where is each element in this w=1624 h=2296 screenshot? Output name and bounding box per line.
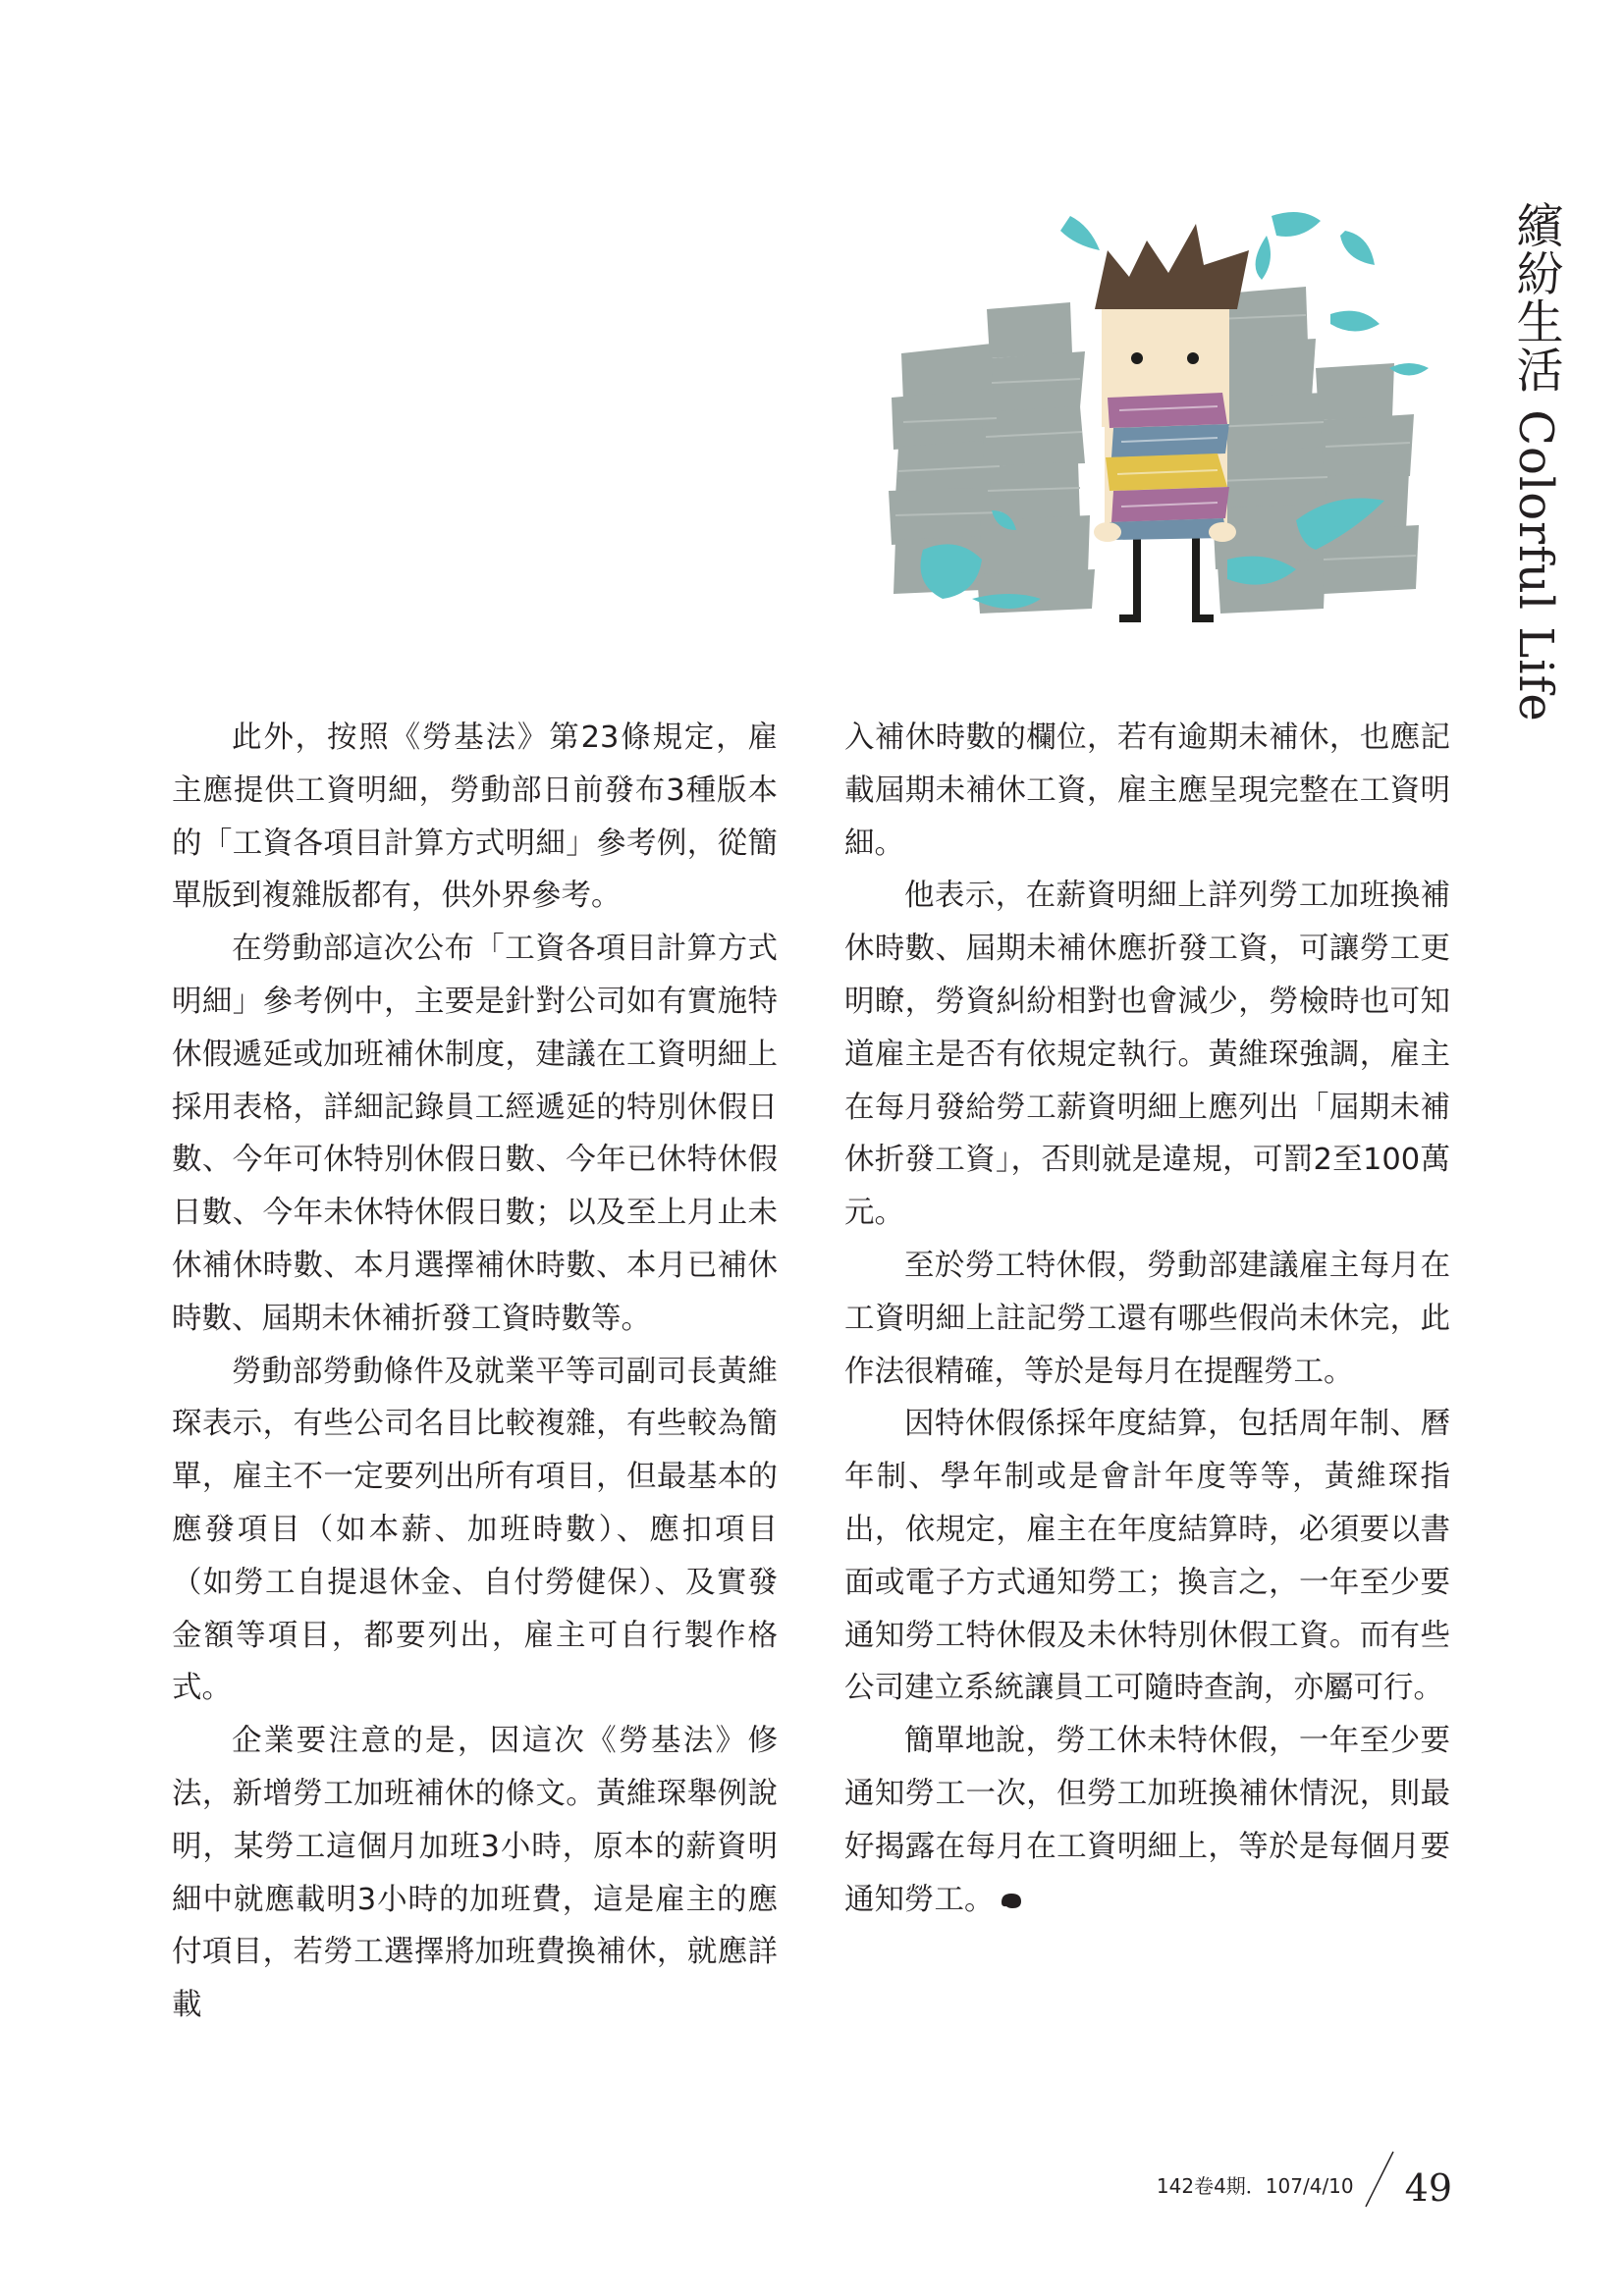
paragraph: 此外，按照《勞基法》第23條規定，雇主應提供工資明細，勞動部日前發布3種版本的「工資各項目計算方式明細」參考例，從簡單版到複雜版都有，供外界參考。 [172, 721, 778, 914]
paragraph: 在勞動部這次公布「工資各項目計算方式明細」參考例中，主要是針對公司如有實施特休假遞延或加班補休制度，建議在工資明細上採用表格，詳細記錄員工經遞延的特別休假日數、今年可休特別休假日數、今年已休特休假日數、今年未休特休假日數；以及至上月止未休補休時數、本月選擇補休時數、本月已補休時數、屆期未休補折發工資時數等。 [172, 932, 778, 1336]
paragraph-continued: 入補休時數的欄位，若有逾期未補休，也應記載屆期未補休工資，雇主應呈現完整在工資明細。 [844, 721, 1450, 861]
eye-left [1131, 352, 1143, 364]
paragraph: 至於勞工特休假，勞動部建議雇主每月在工資明細上註記勞工還有哪些假尚未休完，此作法很精確，等於是每月在提醒勞工。 [844, 1248, 1450, 1389]
hand-right [1209, 522, 1236, 542]
file-stack [1106, 393, 1229, 540]
paragraph: 勞動部勞動條件及就業平等司副司長黃維琛表示，有些公司名目比較複雜，有些較為簡單，雇主不一定要列出所有項目，但最基本的應發項目（如本薪、加班時數）、應扣項目（如勞工自提退休金、自付勞健保）、及實發金額等項目，都要列出，雇主可自行製作格式。 [172, 1354, 778, 1706]
article-column-right [844, 712, 1450, 1926]
illustration-office-worker-with-files [884, 196, 1443, 648]
page-number: 49 [1404, 2166, 1452, 2210]
end-mark-icon [999, 1891, 1024, 1910]
legs [1119, 530, 1214, 618]
paragraph: 企業要注意的是，因這次《勞基法》修法，新增勞工加班補休的條文。黃維琛舉例說明，某勞工這個月加班3小時，原本的薪資明細中就應載明3小時的加班費，這是雇主的應付項目，若勞工選擇將加班費換補休，就應詳載 [172, 1724, 778, 2023]
section-tag: 繽紛生活 Colorful Life [1508, 201, 1563, 722]
page-footer [1157, 2150, 1452, 2209]
paragraph-last [844, 1715, 1450, 1926]
hair [1095, 224, 1249, 309]
eye-right [1187, 352, 1199, 364]
paragraph: 他表示，在薪資明細上詳列勞工加班換補休時數、屆期未補休應折發工資，可讓勞工更明瞭，勞資糾紛相對也會減少，勞檢時也可知道雇主是否有依規定執行。黃維琛強調，雇主在每月發給勞工薪資明細上應列出「屆期未補休折發工資」，否則就是違規，可罰2至100萬元。 [844, 879, 1450, 1231]
paragraph-last-text: 簡單地說，勞工休未特休假，一年至少要通知勞工一次，但勞工加班換補休情況，則最好揭露在每月在工資明細上，等於是每個月要通知勞工。 [844, 1724, 1450, 1917]
article-column-left [172, 712, 778, 2032]
paragraph: 因特休假係採年度結算，包括周年制、曆年制、學年制或是會計年度等等，黃維琛指出，依規定，雇主在年度結算時，必須要以書面或電子方式通知勞工；換言之，一年至少要通知勞工特休假及未休特別休假工資。而有些公司建立系統讓員工可隨時查詢，亦屬可行。 [844, 1407, 1450, 1706]
footer-divider [1364, 2150, 1395, 2209]
issue-info: 142卷4期．107/4/10 [1156, 2174, 1354, 2198]
hand-left [1094, 522, 1121, 542]
